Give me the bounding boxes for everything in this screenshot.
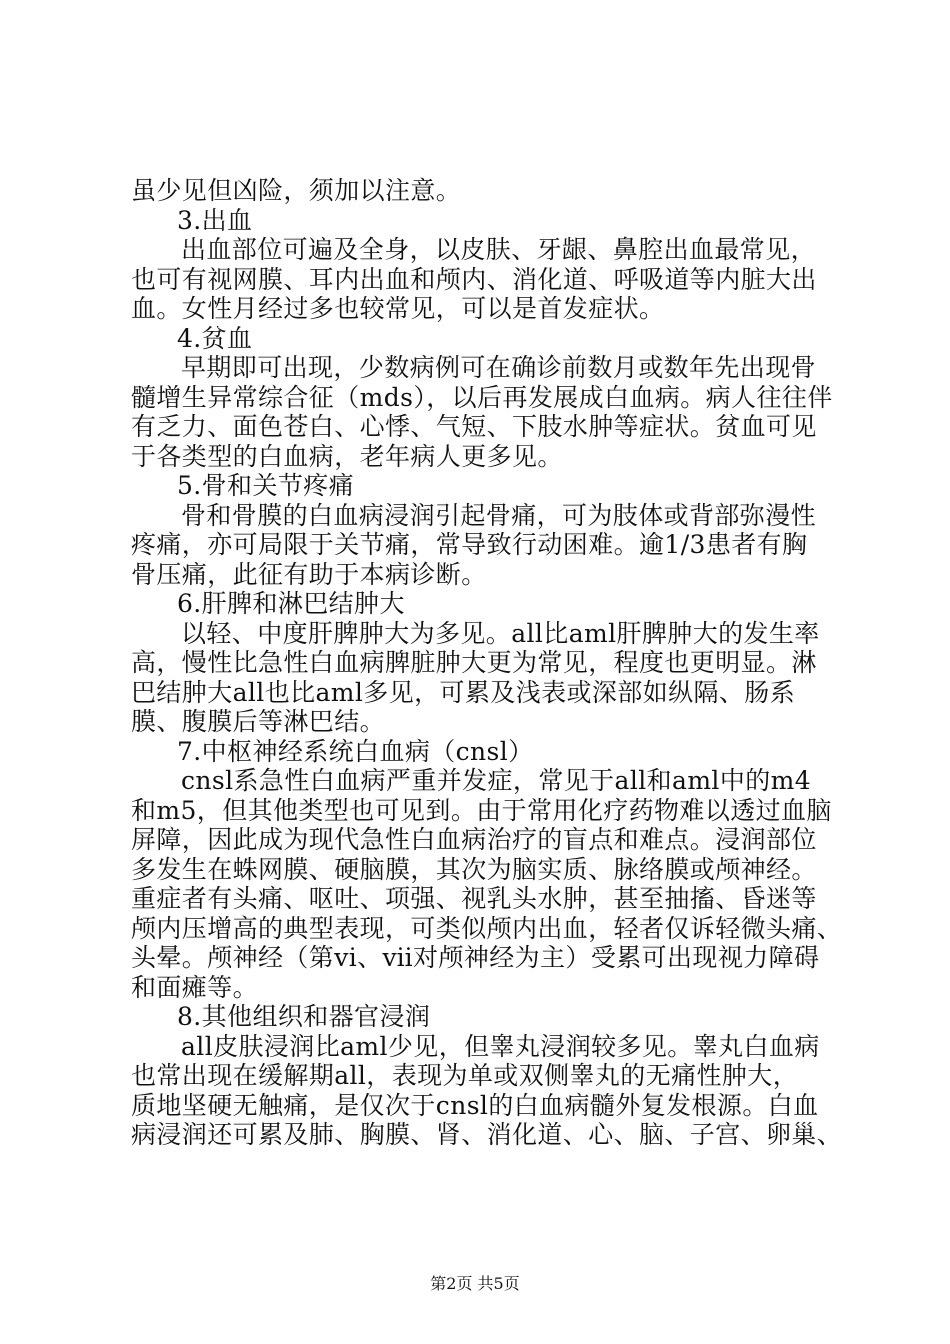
text-line: 高，慢性比急性白血病脾脏肿大更为常见，程度也更明显。淋 bbox=[131, 648, 817, 677]
text-line: 颅内压增高的典型表现，可类似颅内出血，轻者仅诉轻微头痛、 bbox=[131, 913, 843, 943]
text-line: 病浸润还可累及肺、胸膜、肾、消化道、心、脑、子宫、卵巢、 bbox=[131, 1120, 843, 1149]
text-line: 血。女性月经过多也较常见，可以是首发症状。 bbox=[131, 294, 665, 323]
text-line: 膜、腹膜后等淋巴结。 bbox=[131, 707, 386, 736]
section-heading-bone-joint-pain: 5.骨和关节疼痛 bbox=[177, 471, 355, 500]
text-line: 也可有视网膜、耳内出血和颅内、消化道、呼吸道等内脏大出 bbox=[131, 264, 817, 294]
paragraph-first-line: cnsl系急性白血病严重并发症，常见于all和aml中的m4 bbox=[181, 766, 812, 795]
section-heading-bleeding: 3.出血 bbox=[177, 205, 253, 235]
text-line: 于各类型的白血病，老年病人更多见。 bbox=[131, 441, 563, 471]
paragraph-first-line: 以轻、中度肝脾肿大为多见。all比aml肝脾肿大的发生率 bbox=[181, 618, 820, 648]
text-line: 屏障，因此成为现代急性白血病治疗的盲点和难点。浸润部位 bbox=[131, 825, 817, 854]
text-line: 虽少见但凶险，须加以注意。 bbox=[131, 176, 462, 205]
text-line: 也常出现在缓解期all，表现为单或双侧睾丸的无痛性肿大， bbox=[131, 1061, 799, 1090]
text-line: 有乏力、面色苍白、心悸、气短、下肢水肿等症状。贫血可见 bbox=[131, 412, 817, 441]
text-line: 和面瘫等。 bbox=[131, 972, 259, 1002]
text-line: 骨压痛，此征有助于本病诊断。 bbox=[131, 559, 487, 589]
text-line: 和m5，但其他类型也可见到。由于常用化疗药物难以透过血脑 bbox=[131, 795, 832, 825]
text-line: 巴结肿大all也比aml多见，可累及浅表或深部如纵隔、肠系 bbox=[131, 677, 796, 707]
page-number-label: 第2页 共5页 bbox=[430, 1274, 520, 1293]
page-footer bbox=[0, 1274, 950, 1294]
text-line: 质地坚硬无触痛，是仅次于cnsl的白血病髓外复发根源。白血 bbox=[131, 1090, 819, 1120]
text-line: 头晕。颅神经（第vi、ⅶ对颅神经为主）受累可出现视力障碍 bbox=[131, 943, 820, 972]
text-line: 重症者有头痛、呕吐、项强、视乳头水肿，甚至抽搐、昏迷等 bbox=[131, 884, 817, 913]
section-heading-hepatosplenomegaly: 6.肝脾和淋巴结肿大 bbox=[177, 589, 405, 618]
paragraph-first-line: 出血部位可遍及全身，以皮肤、牙龈、鼻腔出血最常见， bbox=[181, 235, 817, 264]
section-heading-other-organs: 8.其他组织和器官浸润 bbox=[177, 1002, 431, 1031]
paragraph-first-line: 骨和骨膜的白血病浸润引起骨痛，可为肢体或背部弥漫性 bbox=[181, 500, 817, 530]
section-heading-anemia: 4.贫血 bbox=[177, 323, 253, 353]
section-heading-cnsl: 7.中枢神经系统白血病（cnsl） bbox=[177, 736, 534, 766]
text-line: 多发生在蛛网膜、硬脑膜，其次为脑实质、脉络膜或颅神经。 bbox=[131, 854, 817, 884]
document-body bbox=[131, 176, 851, 1150]
paragraph-first-line: all皮肤浸润比aml少见，但睾丸浸润较多见。睾丸白血病 bbox=[181, 1031, 820, 1061]
paragraph-first-line: 早期即可出现，少数病例可在确诊前数月或数年先出现骨 bbox=[181, 353, 817, 382]
text-line: 髓增生异常综合征（mds），以后再发展成白血病。病人往往伴 bbox=[131, 382, 833, 412]
text-line: 疼痛，亦可局限于关节痛，常导致行动困难。逾1/3患者有胸 bbox=[131, 530, 808, 559]
